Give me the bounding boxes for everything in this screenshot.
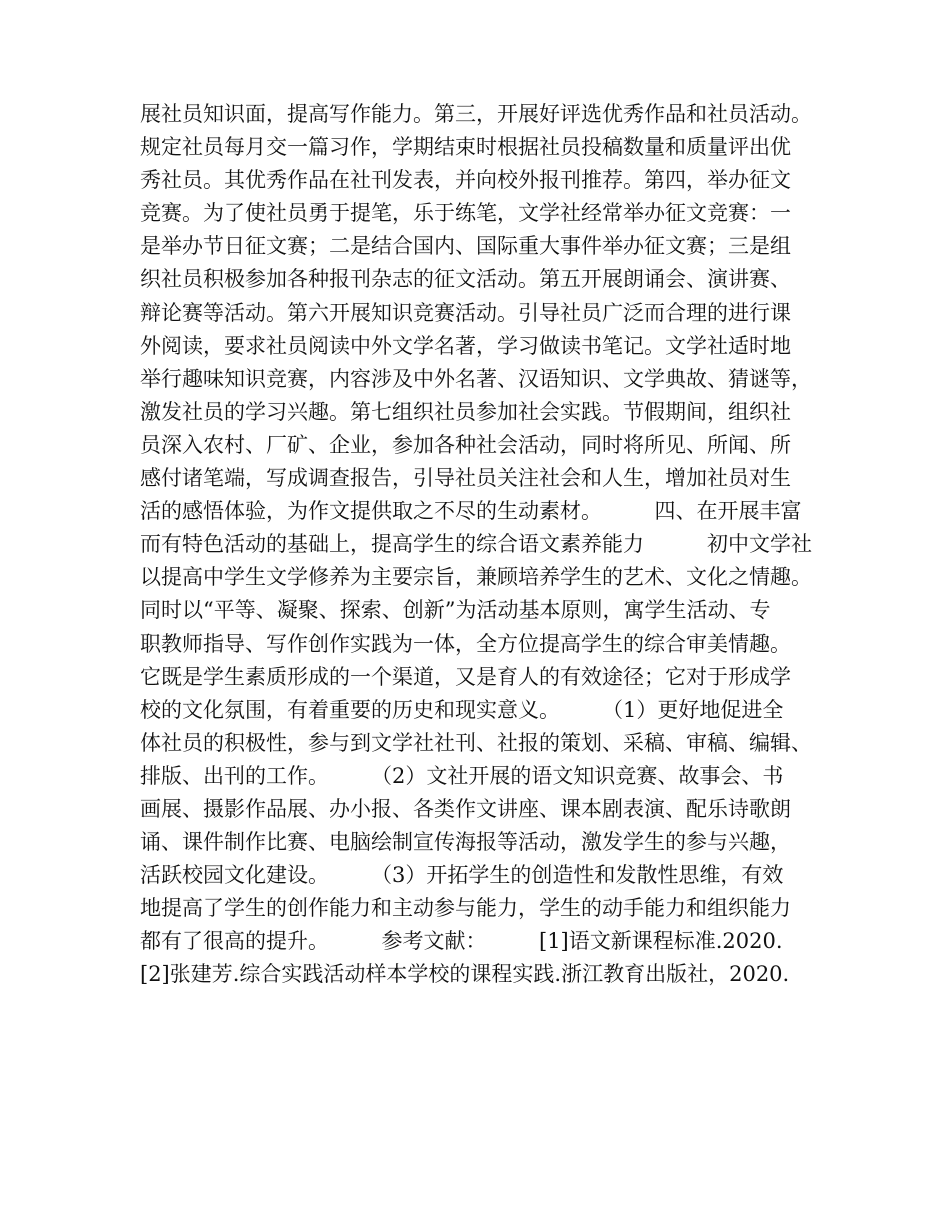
text-line: 体社员的积极性，参与到文学社社刊、社报的策划、采稿、审稿、编辑、 — [140, 730, 812, 755]
body-text — [140, 98, 840, 992]
text-line: 而有特色活动的基础上，提高学生的综合语文素养能力 初中文学社 — [140, 532, 812, 557]
text-line: 举行趣味知识竞赛，内容涉及中外名著、汉语知识、文学典故、猜谜等， — [140, 366, 812, 391]
text-line: 规定社员每月交一篇习作，学期结束时根据社员投稿数量和质量评出优 — [140, 135, 791, 160]
text-line: 秀社员。其优秀作品在社刊发表，并向校外报刊推荐。第四，举办征文 — [140, 168, 791, 193]
text-line: 辩论赛等活动。第六开展知识竞赛活动。引导社员广泛而合理的进行课 — [140, 300, 791, 325]
text-line: 织社员积极参加各种报刊杂志的征文活动。第五开展朗诵会、演讲赛、 — [140, 267, 791, 292]
text-line: 员深入农村、厂矿、企业，参加各种社会活动，同时将所见、所闻、所 — [140, 432, 791, 457]
text-line: 排版、出刊的工作。 （2）文社开展的语文知识竞赛、故事会、书 — [140, 763, 784, 788]
text-line: 诵、课件制作比赛、电脑绘制宣传海报等活动，激发学生的参与兴趣， — [140, 830, 791, 855]
text-line: 校的文化氛围，有着重要的历史和现实意义。 （1）更好地促进全 — [140, 697, 784, 722]
text-line: 是举办节日征文赛；二是结合国内、国际重大事件举办征文赛；三是组 — [140, 234, 791, 259]
text-line: 地提高了学生的创作能力和主动参与能力，学生的动手能力和组织能力 — [140, 896, 791, 921]
text-line: 激发社员的学习兴趣。第七组织社员参加社会实践。节假期间，组织社 — [140, 399, 791, 424]
text-line: [2]张建芳.综合实践活动样本学校的课程实践.浙江教育出版社，2020. — [140, 962, 790, 987]
text-line: 同时以“平等、凝聚、探索、创新”为活动基本原则，寓学生活动、专 — [140, 598, 771, 623]
text-line: 外阅读，要求社员阅读中外文学名著，学习做读书笔记。文学社适时地 — [140, 333, 791, 358]
text-line: 职教师指导、写作创作实践为一体，全方位提高学生的综合审美情趣。 — [140, 631, 791, 656]
text-line: 它既是学生素质形成的一个渠道，又是育人的有效途径；它对于形成学 — [140, 664, 791, 689]
text-line: 以提高中学生文学修养为主要宗旨，兼顾培养学生的艺术、文化之情趣。 — [140, 565, 812, 590]
text-line: 画展、摄影作品展、办小报、各类作文讲座、课本剧表演、配乐诗歌朗 — [140, 796, 791, 821]
text-line: 展社员知识面，提高写作能力。第三，开展好评选优秀作品和社员活动。 — [140, 102, 812, 126]
text-line: 感付诸笔端，写成调查报告，引导社员关注社会和人生，增加社员对生 — [140, 466, 791, 491]
text-line: 竞赛。为了使社员勇于提笔，乐于练笔，文学社经常举办征文竞赛：一 — [140, 201, 791, 226]
text-line: 都有了很高的提升。 参考文献： [1]语文新课程标准.2020. — [140, 929, 783, 954]
text-line: 活跃校园文化建设。 （3）开拓学生的创造性和发散性思维，有效 — [140, 863, 784, 888]
text-line: 活的感悟体验，为作文提供取之不尽的生动素材。 四、在开展丰富 — [140, 499, 802, 524]
